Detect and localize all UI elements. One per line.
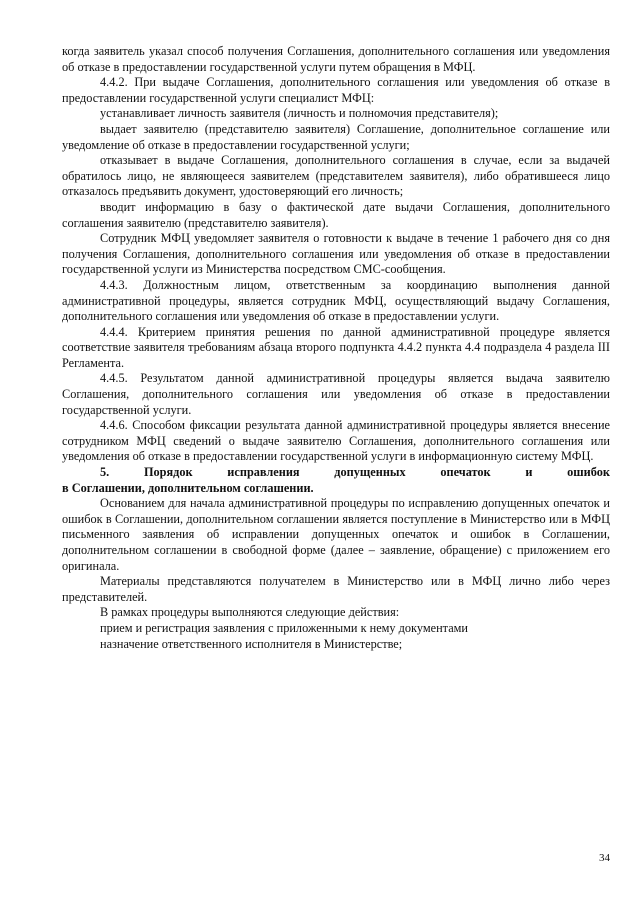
paragraph: 4.4.3. Должностным лицом, ответственным за координацию выполнения данной административной процедуры, является сотрудник МФЦ, осуществляющий выдачу Соглашения, дополнительного соглашения или уведомления об отказе в предоставлении услуги. [62, 277, 610, 324]
paragraph: отказывает в выдаче Соглашения, дополнительного соглашения в случае, если за выдачей обратилось лицо, не являющееся заявителем (представителем заявителя), либо обратившееся лицо отказалось предъявить документ, удостоверяющий его личность; [62, 153, 610, 199]
paragraph: Основанием для начала административной процедуры по исправлению допущенных опечаток и ошибок в Соглашении, дополнительном соглашении является поступление в Министерство или в МФЦ письменного заявления об исправлении допущенных опечаток и ошибок в Соглашении, дополнительном соглашении в свободной форме (далее – заявление, обращение) с приложением его оригинала. [62, 496, 610, 573]
section-heading-continuation: в Соглашении, дополнительном соглашении. [62, 480, 314, 495]
paragraph: прием и регистрация заявления с приложенными к нему документами [100, 620, 469, 635]
paragraph: 4.4.2. При выдаче Соглашения, дополнительного соглашения или уведомления об отказе в предоставлении государственной услуги специалист МФЦ: [62, 75, 610, 105]
paragraph: 4.4.6. Способом фиксации результата данной административной процедуры является внесение сотрудником МФЦ сведений о выдаче заявителю Соглашения, дополнительного соглашения или уведомления об отказе в предоставлении государственной услуги в информационную систему МФЦ. [62, 418, 610, 464]
paragraph: вводит информацию в базу о фактической дате выдачи Соглашения, дополнительного соглашения заявителю (представителю заявителя). [62, 199, 610, 230]
paragraph: В рамках процедуры выполняются следующие действия: [100, 605, 400, 620]
paragraph: назначение ответственного исполнителя в Министерстве; [100, 636, 403, 651]
paragraph: 4.4.4. Критерием принятия решения по данной административной процедуре является соответствие заявителя требованиям абзаца второго подпункта 4.4.2 пункта 4.4 подраздела 4 раздела III Регламента. [62, 324, 610, 370]
paragraph: выдает заявителю (представителю заявителя) Соглашение, дополнительное соглашение или уведомление об отказе в предоставлении государственной услуги; [62, 121, 610, 152]
paragraph: когда заявитель указал способ получения Соглашения, дополнительного соглашения или уведомления об отказе в предоставлении государственной услуги путем обращения в МФЦ. [62, 44, 610, 74]
section-heading: 5. Порядок исправления допущенных опечаток и ошибок [100, 465, 610, 480]
page-number: 34 [599, 852, 610, 864]
document-page [62, 44, 610, 652]
paragraph: Материалы представляются получателем в Министерство или в МФЦ лично либо через представителей. [62, 574, 610, 604]
paragraph: 4.4.5. Результатом данной административной процедуры является выдача заявителю Соглашения, дополнительного соглашения или уведомления об отказе в предоставлении государственной услуги. [62, 371, 610, 417]
paragraph: Сотрудник МФЦ уведомляет заявителя о готовности к выдаче в течение 1 рабочего дня со дня получения Соглашения, дополнительного соглашения или уведомления об отказе в предоставлении государственной услуги из Министерства посредством СМС-сообщения. [62, 231, 610, 277]
paragraph: устанавливает личность заявителя (личность и полномочия представителя); [100, 106, 499, 121]
